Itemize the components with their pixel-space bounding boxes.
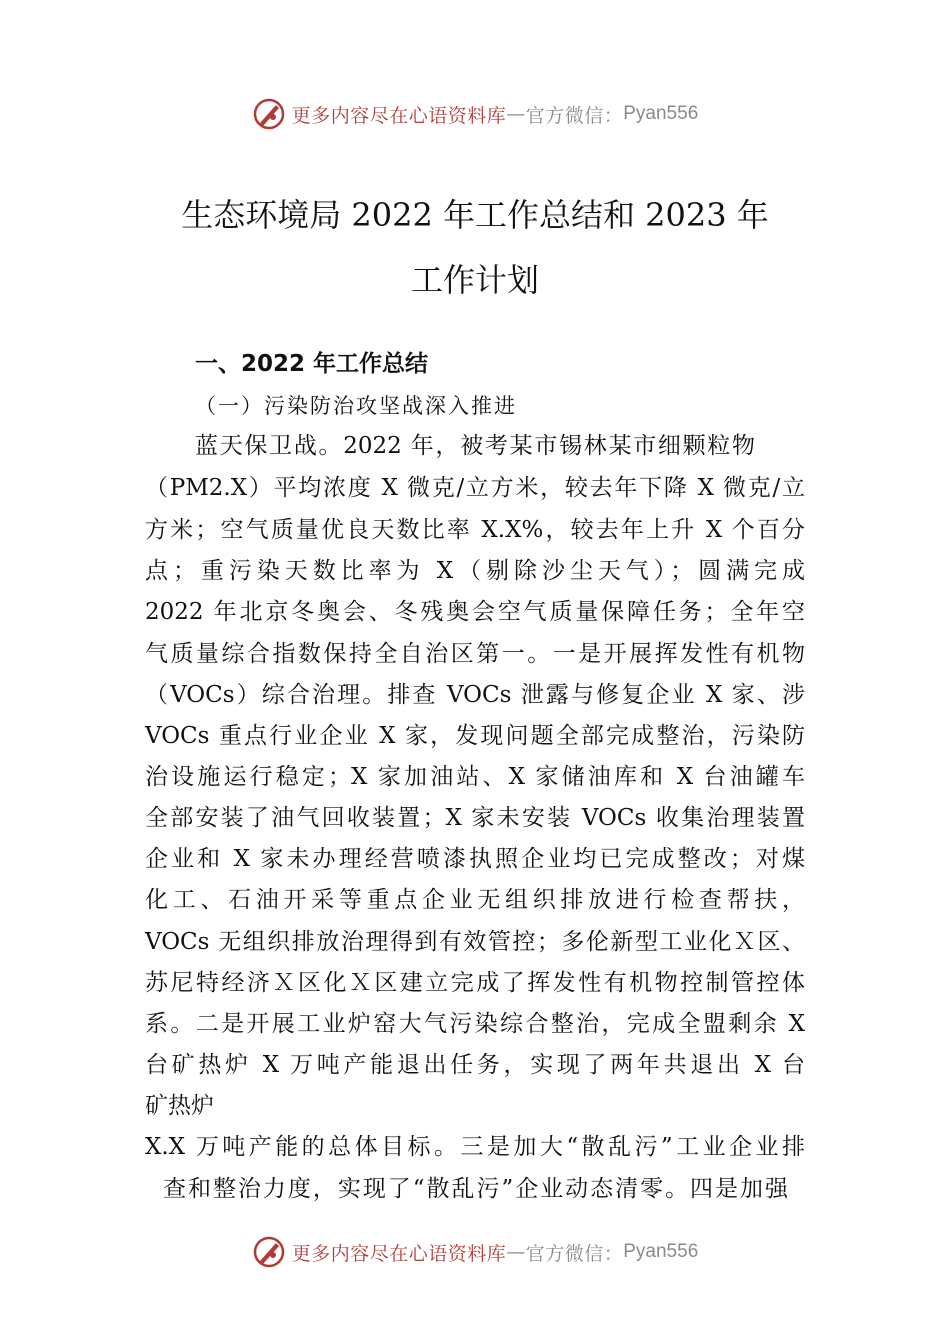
header-watermark-banner <box>0 94 950 134</box>
body-line: VOCs 重点行业企业 X 家，发现问题全部完成整治，污染防 <box>145 723 805 749</box>
body-line: 气质量综合指数保持全自治区第一。一是开展挥发性有机物 <box>145 641 805 667</box>
body-line: 苏尼特经济Ｘ区化Ｘ区建立完成了挥发性有机物控制管控体 <box>145 970 805 996</box>
banner-wechat-label: 官方微信： <box>525 104 624 127</box>
body-line: 台矿热炉 X 万吨产能退出任务，实现了两年共退出 X 台 <box>145 1052 805 1078</box>
banner-brand-text: 更多内容尽在心语资料库 <box>291 104 507 127</box>
document-title-line-2: 工作计划 <box>410 261 539 299</box>
banner-wechat-label: 官方微信： <box>525 1242 624 1265</box>
subsection-heading: （一）污染防治攻坚战深入推进 <box>195 394 517 418</box>
body-line: 系。二是开展工业炉窑大气污染综合整治，完成全盟剩余 X <box>145 1011 805 1037</box>
body-line: 方米；空气质量优良天数比率 X.X%，较去年上升 X 个百分 <box>145 517 805 543</box>
banner-wechat-id: Pyan556 <box>623 103 699 124</box>
pen-seal-icon <box>252 1235 286 1269</box>
body-line: （PM2.X）平均浓度 X 微克/立方米，较去年下降 X 微克/立 <box>145 475 805 501</box>
banner-wechat-id: Pyan556 <box>623 1241 699 1262</box>
body-line: X.X 万吨产能的总体目标。三是加大“散乱污”工业企业排 <box>145 1134 805 1160</box>
pen-seal-icon <box>252 97 286 131</box>
section-heading: 一、2022 年工作总结 <box>195 351 429 377</box>
banner-dash: — <box>506 103 526 125</box>
body-line: 矿热炉 <box>145 1093 214 1119</box>
banner-dash: — <box>506 1241 526 1263</box>
body-line: 全部安装了油气回收装置；X 家未安装 VOCs 收集治理装置 <box>145 805 805 831</box>
body-line: VOCs 无组织排放治理得到有效管控；多伦新型工业化Ｘ区、 <box>145 929 805 955</box>
body-line: 企业和 X 家未办理经营喷漆执照企业均已完成整改；对煤 <box>145 846 805 872</box>
body-line: 治设施运行稳定；X 家加油站、X 家储油库和 X 台油罐车 <box>145 764 805 790</box>
body-line: （VOCs）综合治理。排查 VOCs 泄露与修复企业 X 家、涉 <box>145 682 805 708</box>
document-title-line-1: 生态环境局 2022 年工作总结和 2023 年 <box>181 196 769 234</box>
body-line: 2022 年北京冬奥会、冬残奥会空气质量保障任务；全年空 <box>145 599 805 625</box>
body-line: 化工、石油开采等重点企业无组织排放进行检查帮扶， <box>145 887 805 913</box>
body-line: 点；重污染天数比率为 X（剔除沙尘天气）；圆满完成 <box>145 558 805 584</box>
body-line: 蓝天保卫战。2022 年，被考某市锡林某市细颗粒物 <box>195 433 755 459</box>
body-line: 查和整治力度，实现了“散乱污”企业动态清零。四是加强 <box>163 1176 788 1202</box>
footer-watermark-banner <box>0 1232 950 1272</box>
banner-brand-text: 更多内容尽在心语资料库 <box>291 1242 507 1265</box>
